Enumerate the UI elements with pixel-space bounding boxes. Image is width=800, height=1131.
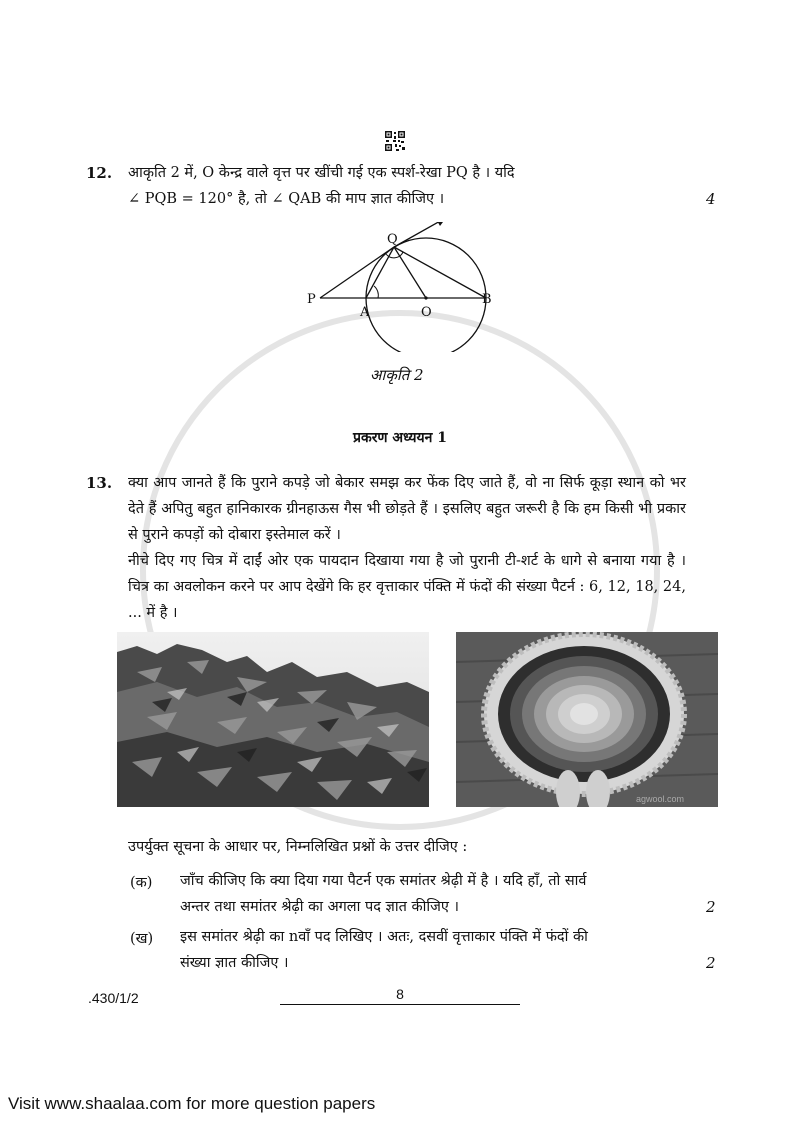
radius-qo [394,247,426,298]
question-12-line-2: ∠ PQB = 120° है, तो ∠ QAB की माप ज्ञात कीजिए । [128,191,445,207]
part-ka-line-1: जाँच कीजिए कि क्या दिया गया पैटर्न एक समांतर श्रेढ़ी में है । यदि हाँ, तो सार्व [180,873,587,889]
question-13-number: 13. [86,474,113,492]
section-title: प्रकरण अध्ययन 1 [352,430,448,446]
label-o: O [421,305,432,320]
visit-link-text[interactable]: Visit www.shaalaa.com for more question papers [8,1094,376,1113]
line-pq [320,247,394,298]
question-13-paragraph-2: नीचे दिए गए चित्र में दाईं ओर एक पायदान दिखाया गया है जो पुरानी टी-शर्ट के धागे से बनाया गया है । चित्र का अवलोकन करने पर आप देखेंगे कि हर वृत्ताकार पंक्ति में फंदों की संख्या पैटर्न : 6, 12, 18, 24, ... में है । [128,553,686,621]
question-12-marks: 4 [706,190,716,208]
doormat-photo [456,632,718,807]
question-12-line-1: आकृति 2 में, O केन्द्र वाले वृत्त पर खींची गई एक स्पर्श-रेखा PQ है । यदि [128,165,515,181]
figure-2-diagram [290,222,520,352]
circle [366,238,486,352]
label-b: B [482,292,492,307]
photo-watermark-text: agwool.com [636,794,685,804]
part-ka-marks: 2 [706,898,716,916]
chord-qb [394,247,486,298]
part-kha-line-1: इस समांतर श्रेढ़ी का nवाँ पद लिखिए । अतः, दसवीं वृत्ताकार पंक्ति में फंदों की [180,929,588,945]
question-12-number: 12. [86,164,113,182]
part-kha-marks: 2 [706,954,716,972]
qr-code-icon [384,130,406,152]
question-13-paragraph-1: क्या आप जानते हैं कि पुराने कपड़े जो बेकार समझ कर फेंक दिए जाते हैं, वो ना सिर्फ कूड़ा स्थान को भर देते हैं अपितु बहुत हानिकारक ग्रीनहाऊस गैस भी छोड़ते हैं । इसलिए बहुत जरूरी है कि हम किसी भी प्रकार से पुराने कपड़ों को दोबारा इस्तेमाल करें । [128,475,686,543]
label-p: P [307,292,316,307]
page-number: 8 [280,986,520,1005]
paper-code: .430/1/2 [88,990,139,1006]
centre-point [424,296,427,299]
label-a: A [360,305,370,320]
landfill-photo [117,632,429,807]
figure-2-caption: आकृति 2 [370,366,424,384]
chord-qa [366,247,394,298]
tangent-arrow [394,222,442,247]
angle-arc-a [374,286,378,298]
label-q: Q [387,232,398,247]
part-kha-line-2: संख्या ज्ञात कीजिए । [180,955,289,971]
question-13-intro: उपर्युक्त सूचना के आधार पर, निम्नलिखित प्रश्नों के उत्तर दीजिए : [128,839,468,855]
part-ka-label: (क) [130,875,153,891]
part-kha-label: (ख) [130,931,154,947]
part-ka-line-2: अन्तर तथा समांतर श्रेढ़ी का अगला पद ज्ञात कीजिए । [180,899,460,915]
